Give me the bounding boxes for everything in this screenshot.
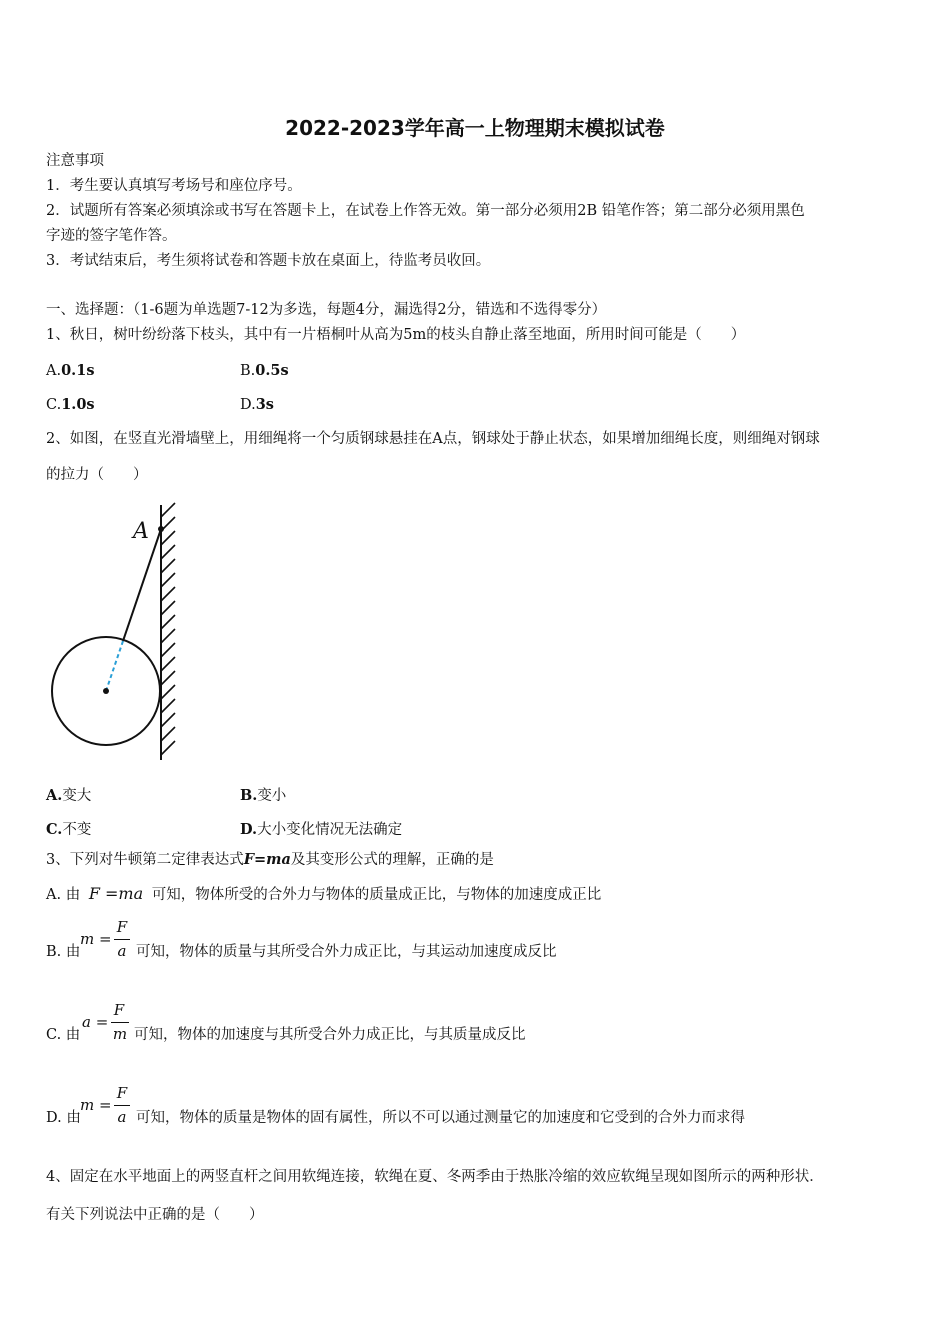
fraction-numerator: F xyxy=(116,918,128,936)
stem-suffix: 及其变形公式的理解，正确的是 xyxy=(290,852,494,868)
option-text: 可知，物体所受的合外力与物体的质量成正比，与物体的加速度成正比 xyxy=(151,887,602,903)
notice-item-3: 3．考试结束后，考生须将试卷和答题卡放在桌面上，待监考员收回。 xyxy=(46,253,491,269)
question-2-stem-line-2: 的拉力（ ） xyxy=(46,467,148,483)
rope xyxy=(123,529,161,641)
wall-hatching xyxy=(161,503,175,755)
point-a-label: A xyxy=(133,519,149,544)
section-heading: 一、选择题：（1-6题为单选题7-12为多选，每题4分，漏选得2分，错选和不选得零分） xyxy=(46,302,607,318)
option-value: 0.5s xyxy=(255,362,289,379)
notice-heading: 注意事项 xyxy=(46,153,104,169)
fraction-lhs: a = xyxy=(82,1013,109,1031)
option-label: B. xyxy=(240,787,258,804)
option-label: C. xyxy=(46,821,63,838)
option-label: D. xyxy=(240,821,258,838)
question-1-option-a[interactable] xyxy=(46,362,94,379)
option-label: D. xyxy=(240,397,256,413)
fraction-bar xyxy=(111,1022,129,1023)
question-1-option-c[interactable] xyxy=(46,396,95,413)
question-3-option-a[interactable] xyxy=(46,884,601,905)
fraction-denominator: a xyxy=(117,942,127,960)
option-value: 不变 xyxy=(62,822,92,838)
question-2-option-d[interactable] xyxy=(240,818,402,839)
question-1-option-d[interactable] xyxy=(240,396,274,413)
ball-center-dot xyxy=(103,688,109,694)
option-label: B. 由 xyxy=(46,944,81,960)
fraction-bar xyxy=(114,1105,130,1106)
fraction-lhs: m = xyxy=(80,1096,112,1114)
question-2-option-a[interactable] xyxy=(46,784,91,805)
question-1-stem: 1、秋日，树叶纷纷落下枝头，其中有一片梧桐叶从高为5m的枝头自静止落至地面，所用时间可能是（ ） xyxy=(46,327,746,343)
question-3-option-c[interactable] xyxy=(46,1001,906,1051)
option-label: A. xyxy=(46,787,63,804)
option-label: B. xyxy=(240,363,256,379)
option-value: 0.1s xyxy=(61,362,95,379)
ball-on-wall-figure xyxy=(40,495,200,770)
fraction-numerator: F xyxy=(116,1084,128,1102)
option-text: 可知，物体的质量是物体的固有属性，所以不可以通过测量它的加速度和它受到的合外力而求得 xyxy=(136,1110,745,1126)
option-text: 可知，物体的加速度与其所受合外力成正比，与其质量成反比 xyxy=(134,1027,526,1043)
option-text: 可知，物体的质量与其所受合外力成正比，与其运动加速度成反比 xyxy=(136,944,557,960)
question-3-stem xyxy=(46,850,494,870)
question-3-option-b[interactable] xyxy=(46,918,906,968)
stem-prefix: 3、下列对牛顿第二定律表达式 xyxy=(46,852,244,868)
question-2-option-b[interactable] xyxy=(240,784,286,805)
option-label: D. 由 xyxy=(46,1110,81,1126)
point-a-dot xyxy=(158,526,164,532)
notice-item-1: 1．考生要认真填写考场号和座位序号。 xyxy=(46,178,302,194)
option-label: C. 由 xyxy=(46,1027,81,1043)
notice-item-2-cont: 字迹的签字笔作答。 xyxy=(46,228,177,244)
option-formula: F =ma xyxy=(88,884,144,903)
question-3-option-d[interactable] xyxy=(46,1084,926,1134)
fraction-lhs: m = xyxy=(80,930,112,948)
question-1-option-b[interactable] xyxy=(240,362,289,379)
question-2-option-c[interactable] xyxy=(46,818,91,839)
fraction-bar xyxy=(114,939,130,940)
option-value: 3s xyxy=(255,396,274,413)
fraction-numerator: F xyxy=(113,1001,125,1019)
option-value: 变大 xyxy=(62,788,92,804)
stem-formula: F=ma xyxy=(243,851,291,868)
option-value: 变小 xyxy=(257,788,287,804)
notice-item-2: 2．试题所有答案必须填涂或书写在答题卡上，在试卷上作答无效。第一部分必须用2B 铅笔作答；第二部分必须用黑色 xyxy=(46,203,805,219)
option-label: C. xyxy=(46,397,62,413)
fraction-denominator: a xyxy=(117,1108,127,1126)
fraction-denominator: m xyxy=(112,1025,128,1043)
question-2-stem-line-1: 2、如图，在竖直光滑墙壁上，用细绳将一个匀质钢球悬挂在A点，钢球处于静止状态，如果增加细绳长度，则细绳对钢球 xyxy=(46,431,820,447)
page-title: 2022-2023学年高一上物理期末模拟试卷 xyxy=(285,116,665,140)
option-value: 大小变化情况无法确定 xyxy=(257,822,403,838)
option-label: A. 由 xyxy=(46,887,81,903)
question-4-stem-line-1: 4、固定在水平地面上的两竖直杆之间用软绳连接，软绳在夏、冬两季由于热胀冷缩的效应软绳呈现如图所示的两种形状． xyxy=(46,1169,824,1185)
rope-extension-dashed xyxy=(106,641,123,691)
option-label: A. xyxy=(46,363,62,379)
question-4-stem-line-2: 有关下列说法中正确的是（ ） xyxy=(46,1207,264,1223)
option-value: 1.0s xyxy=(61,396,95,413)
